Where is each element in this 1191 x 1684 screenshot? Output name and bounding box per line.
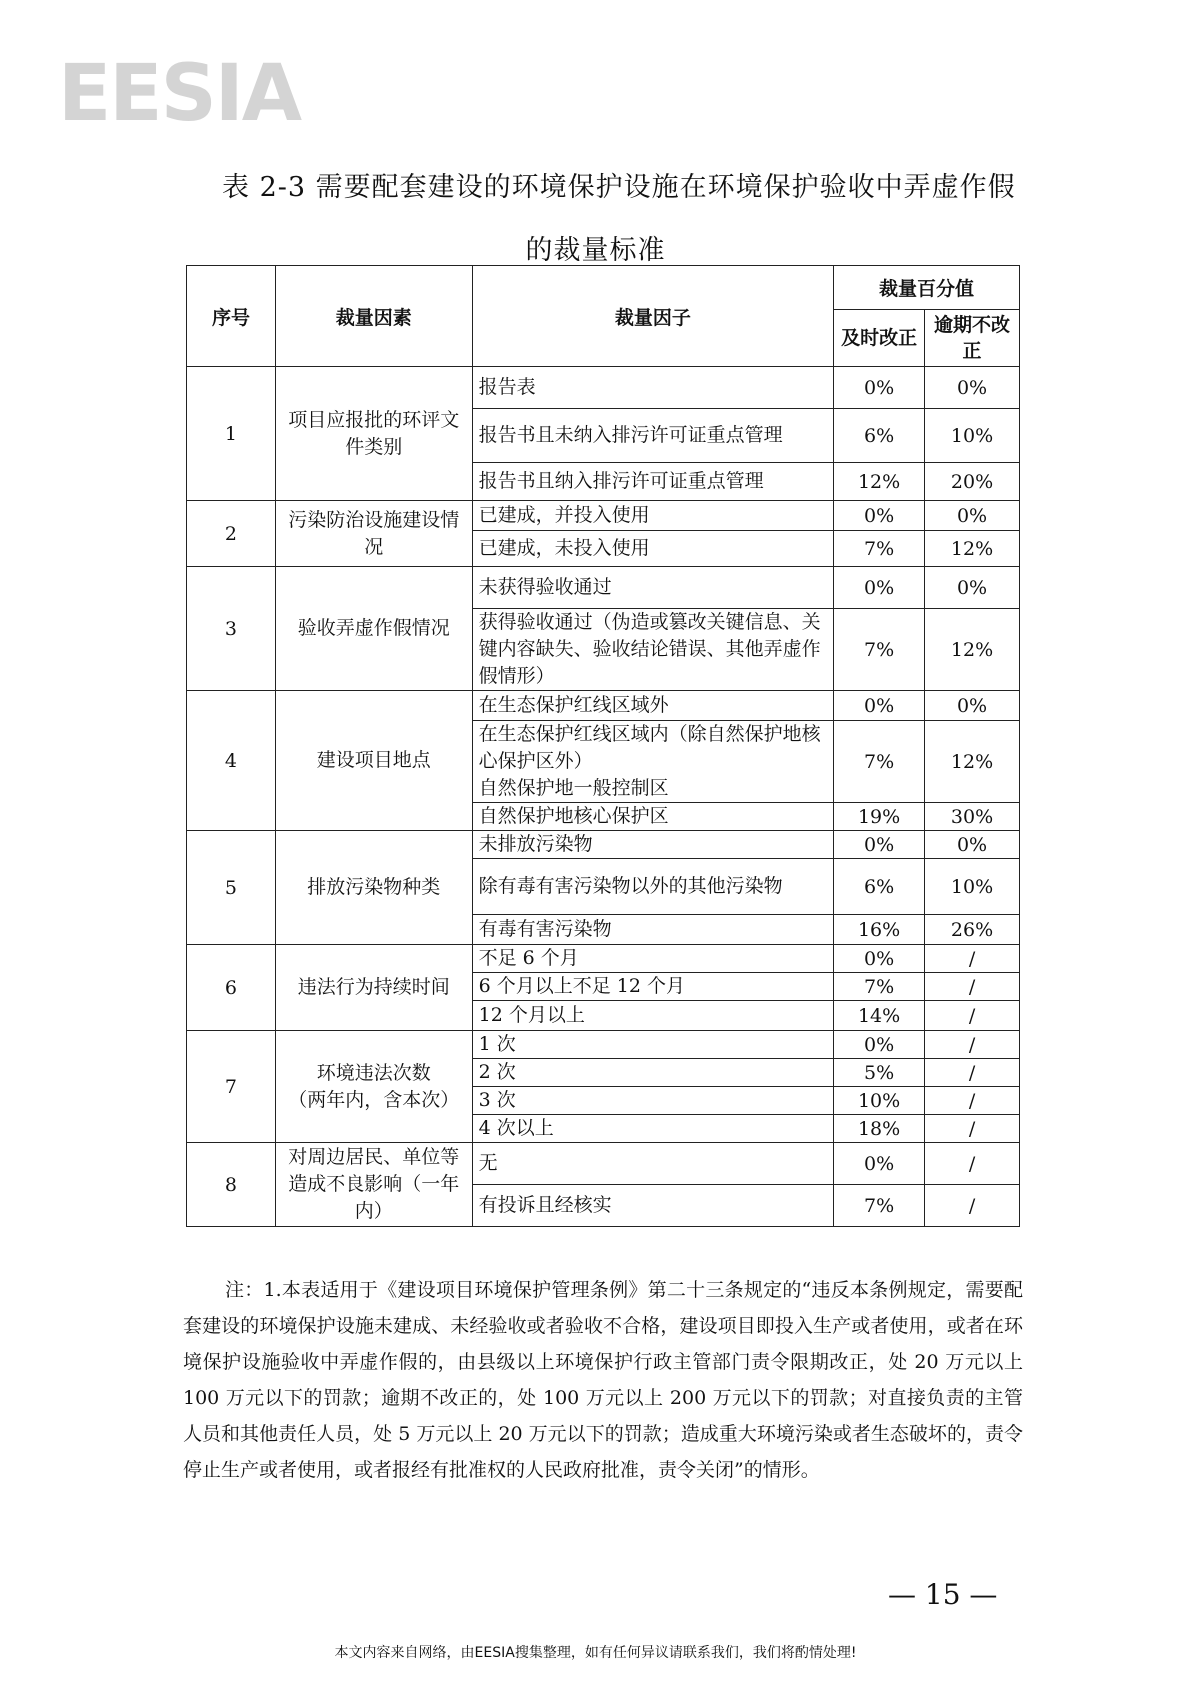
cell-sub-factor: 未获得验收通过 [472, 567, 833, 609]
cell-seq: 2 [187, 501, 276, 567]
table-body [187, 367, 1020, 1227]
cell-sub-factor: 有毒有害污染物 [472, 915, 833, 945]
table-row [187, 1143, 1020, 1185]
cell-sub-factor: 获得验收通过（伪造或篡改关键信息、关键内容缺失、验收结论错误、其他弄虚作假情形） [472, 609, 833, 691]
cell-timely: 7% [834, 973, 925, 1001]
cell-timely: 7% [834, 721, 925, 803]
cell-timely: 5% [834, 1059, 925, 1087]
cell-sub-factor: 无 [472, 1143, 833, 1185]
cell-timely: 6% [834, 859, 925, 915]
cell-timely: 0% [834, 945, 925, 973]
cell-timely: 7% [834, 1185, 925, 1227]
cell-timely: 18% [834, 1115, 925, 1143]
cell-overdue: / [925, 973, 1020, 1001]
header-overdue: 逾期不改正 [925, 310, 1020, 367]
table-row [187, 945, 1020, 973]
cell-timely: 0% [834, 831, 925, 859]
table-row [187, 501, 1020, 531]
cell-sub-factor: 报告表 [472, 367, 833, 409]
cell-timely: 6% [834, 409, 925, 463]
cell-sub-factor: 1 次 [472, 1031, 833, 1059]
header-factor: 裁量因素 [275, 266, 472, 367]
page-number: — 15 — [888, 1578, 998, 1611]
header-percent: 裁量百分值 [834, 266, 1020, 310]
cell-sub-factor: 在生态保护红线区域内（除自然保护地核心保护区外） 自然保护地一般控制区 [472, 721, 833, 803]
cell-sub-factor: 有投诉且经核实 [472, 1185, 833, 1227]
cell-timely: 7% [834, 531, 925, 567]
cell-timely: 10% [834, 1087, 925, 1115]
cell-overdue: 30% [925, 803, 1020, 831]
footer-disclaimer: 本文内容来自网络，由EESIA搜集整理，如有任何异议请联系我们，我们将酌情处理! [334, 1645, 857, 1661]
cell-timely: 0% [834, 691, 925, 721]
cell-timely: 16% [834, 915, 925, 945]
cell-timely: 19% [834, 803, 925, 831]
table-note [183, 1272, 1023, 1488]
cell-timely: 0% [834, 367, 925, 409]
standard-table [186, 265, 1020, 1227]
cell-seq: 1 [187, 367, 276, 501]
cell-timely: 0% [834, 1031, 925, 1059]
cell-sub-factor: 2 次 [472, 1059, 833, 1087]
cell-factor: 排放污染物种类 [275, 831, 472, 945]
cell-sub-factor: 报告书且未纳入排污许可证重点管理 [472, 409, 833, 463]
cell-overdue: 10% [925, 859, 1020, 915]
cell-overdue: / [925, 1115, 1020, 1143]
cell-overdue: / [925, 945, 1020, 973]
cell-factor: 违法行为持续时间 [275, 945, 472, 1031]
cell-overdue: 12% [925, 721, 1020, 803]
cell-sub-factor: 4 次以上 [472, 1115, 833, 1143]
table-row [187, 691, 1020, 721]
header-timely: 及时改正 [834, 310, 925, 367]
table-title-line2: 的裁量标准 [525, 235, 666, 266]
cell-seq: 6 [187, 945, 276, 1031]
cell-sub-factor: 除有毒有害污染物以外的其他污染物 [472, 859, 833, 915]
header-seq: 序号 [187, 266, 276, 367]
cell-factor: 环境违法次数 （两年内，含本次） [275, 1031, 472, 1143]
cell-overdue: / [925, 1001, 1020, 1031]
table-row [187, 1031, 1020, 1059]
cell-sub-factor: 已建成，未投入使用 [472, 531, 833, 567]
cell-sub-factor: 已建成，并投入使用 [472, 501, 833, 531]
cell-timely: 0% [834, 1143, 925, 1185]
cell-sub-factor: 在生态保护红线区域外 [472, 691, 833, 721]
cell-sub-factor: 6 个月以上不足 12 个月 [472, 973, 833, 1001]
cell-overdue: 0% [925, 367, 1020, 409]
table-row [187, 567, 1020, 609]
cell-overdue: / [925, 1143, 1020, 1185]
table-row [187, 367, 1020, 409]
cell-overdue: / [925, 1185, 1020, 1227]
cell-timely: 0% [834, 567, 925, 609]
cell-sub-factor: 报告书且纳入排污许可证重点管理 [472, 463, 833, 501]
cell-factor: 对周边居民、单位等造成不良影响（一年内） [275, 1143, 472, 1227]
cell-factor: 污染防治设施建设情况 [275, 501, 472, 567]
table-row [187, 831, 1020, 859]
cell-overdue: 10% [925, 409, 1020, 463]
cell-seq: 5 [187, 831, 276, 945]
cell-seq: 3 [187, 567, 276, 691]
cell-sub-factor: 自然保护地核心保护区 [472, 803, 833, 831]
cell-sub-factor: 12 个月以上 [472, 1001, 833, 1031]
cell-timely: 14% [834, 1001, 925, 1031]
cell-timely: 7% [834, 609, 925, 691]
cell-overdue: 12% [925, 531, 1020, 567]
note-text: 注：1.本表适用于《建设项目环境保护管理条例》第二十三条规定的“违反本条例规定，需要配套建设的环境保护设施未建成、未经验收或者验收不合格，建设项目即投入生产或者使用，或者在环境保护设施验收中弄虚作假的，由县级以上环境保护行政主管部门责令限期改正，处 20 万元以上 100 万元以下的罚款；逾期不改正的，处 100 万元以上 200 万元以下的罚款；对直接负责的主管人员和其他责任人员，处 5 万元以上 20 万元以下的罚款；造成重大环境污染或者生态破坏的，责令停止生产或者使用，或者报经有批准权的人民政府批准，责令关闭”的情形。 [183, 1279, 1023, 1481]
cell-timely: 0% [834, 501, 925, 531]
cell-seq: 7 [187, 1031, 276, 1143]
cell-overdue: / [925, 1087, 1020, 1115]
cell-overdue: / [925, 1031, 1020, 1059]
cell-overdue: 0% [925, 691, 1020, 721]
cell-overdue: 20% [925, 463, 1020, 501]
cell-sub-factor: 不足 6 个月 [472, 945, 833, 973]
cell-sub-factor: 3 次 [472, 1087, 833, 1115]
cell-factor: 项目应报批的环评文件类别 [275, 367, 472, 501]
cell-factor: 建设项目地点 [275, 691, 472, 831]
cell-overdue: 12% [925, 609, 1020, 691]
eesia-logo: EESIA [58, 49, 301, 139]
table-title-line1: 表 2-3 需要配套建设的环境保护设施在环境保护验收中弄虚作假 [222, 172, 1016, 203]
cell-overdue: 0% [925, 501, 1020, 531]
cell-overdue: 0% [925, 567, 1020, 609]
cell-sub-factor: 未排放污染物 [472, 831, 833, 859]
cell-seq: 4 [187, 691, 276, 831]
cell-timely: 12% [834, 463, 925, 501]
header-sub-factor: 裁量因子 [472, 266, 833, 367]
cell-overdue: 26% [925, 915, 1020, 945]
cell-seq: 8 [187, 1143, 276, 1227]
cell-overdue: 0% [925, 831, 1020, 859]
cell-factor: 验收弄虚作假情况 [275, 567, 472, 691]
cell-overdue: / [925, 1059, 1020, 1087]
